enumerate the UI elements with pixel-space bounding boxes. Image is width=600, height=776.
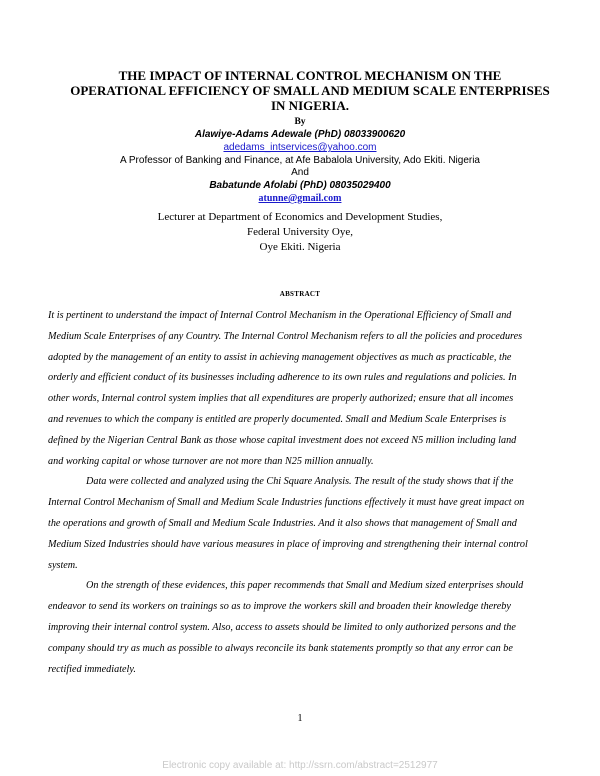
affiliation-line: Lecturer at Department of Economics and Development Studies, [157, 211, 443, 223]
by-label: By [294, 117, 306, 127]
author-1-name: Alawiye-Adams Adewale (PhD) 08033900620 [194, 129, 406, 140]
affiliation-line: Federal University Oye, [247, 226, 353, 238]
author-1-email-link[interactable]: adedams_intservices@yahoo.com [223, 142, 377, 153]
page-number: 1 [297, 713, 303, 724]
and-label: And [291, 167, 309, 178]
abstract-body [48, 306, 528, 680]
abstract-paragraph-3: On the strength of these evidences, this paper recommends that Small and Medium sized enterprises should endeavor to send its workers on trainings so as to improve the workers skill and broaden their knowledge thereby improving their internal control system. Also, access to assets should be limited to only authorized persons and the company should try as much as possible to always reconcile its bank statements promptly so that any error can be rectified immediately. [48, 580, 524, 675]
author-2-email-link[interactable]: atunne@gmail.com [258, 193, 342, 204]
author-2-name: Babatunde Afolabi (PhD) 08035029400 [209, 180, 391, 191]
abstract-heading: ABSTRACT [279, 290, 321, 298]
abstract-paragraph-2: Data were collected and analyzed using the Chi Square Analysis. The result of the study shows that if the Internal Control Mechanism of Small and Medium Scale Industries functions effectively it must have great impact on the operations and growth of Small and Medium Scale Industries. And it also shows that management of Small and Medium Sized Industries should have various measures in place of improving and strengthening their internal control system. [48, 476, 528, 571]
ssrn-watermark: Electronic copy available at: http://ssrn.com/abstract=2512977 [162, 760, 438, 771]
author-2-affiliation [150, 210, 450, 255]
paper-title: THE IMPACT OF INTERNAL CONTROL MECHANISM ON THE OPERATIONAL EFFICIENCY OF SMALL AND MEDIUM SCALE ENTERPRISES IN NIGERIA. [70, 68, 550, 113]
author-1-affiliation: A Professor of Banking and Finance, at Afe Babalola University, Ado Ekiti. Nigeria [119, 155, 480, 166]
abstract-paragraph-1: It is pertinent to understand the impact of Internal Control Mechanism in the Operational Efficiency of Small and Medium Scale Enterprises of any Country. The Internal Control Mechanism refers to all the policies and procedures adopted by the management of an entity to assist in achieving management objectives as much as practicable, the orderly and efficient conduct of its businesses including adherence to its own rules and regulations and policies. In other words, Internal control system implies that all expenditures are properly authorized; ensure that all incomes and revenues to which the company is entitled are properly documented. Small and Medium Scale Enterprises is defined by the Nigerian Central Bank as those whose capital investment does not exceed N5 million including land and working capital or whose turnover are not more than N25 million annually. [48, 310, 523, 467]
affiliation-line: Oye Ekiti. Nigeria [259, 241, 341, 253]
